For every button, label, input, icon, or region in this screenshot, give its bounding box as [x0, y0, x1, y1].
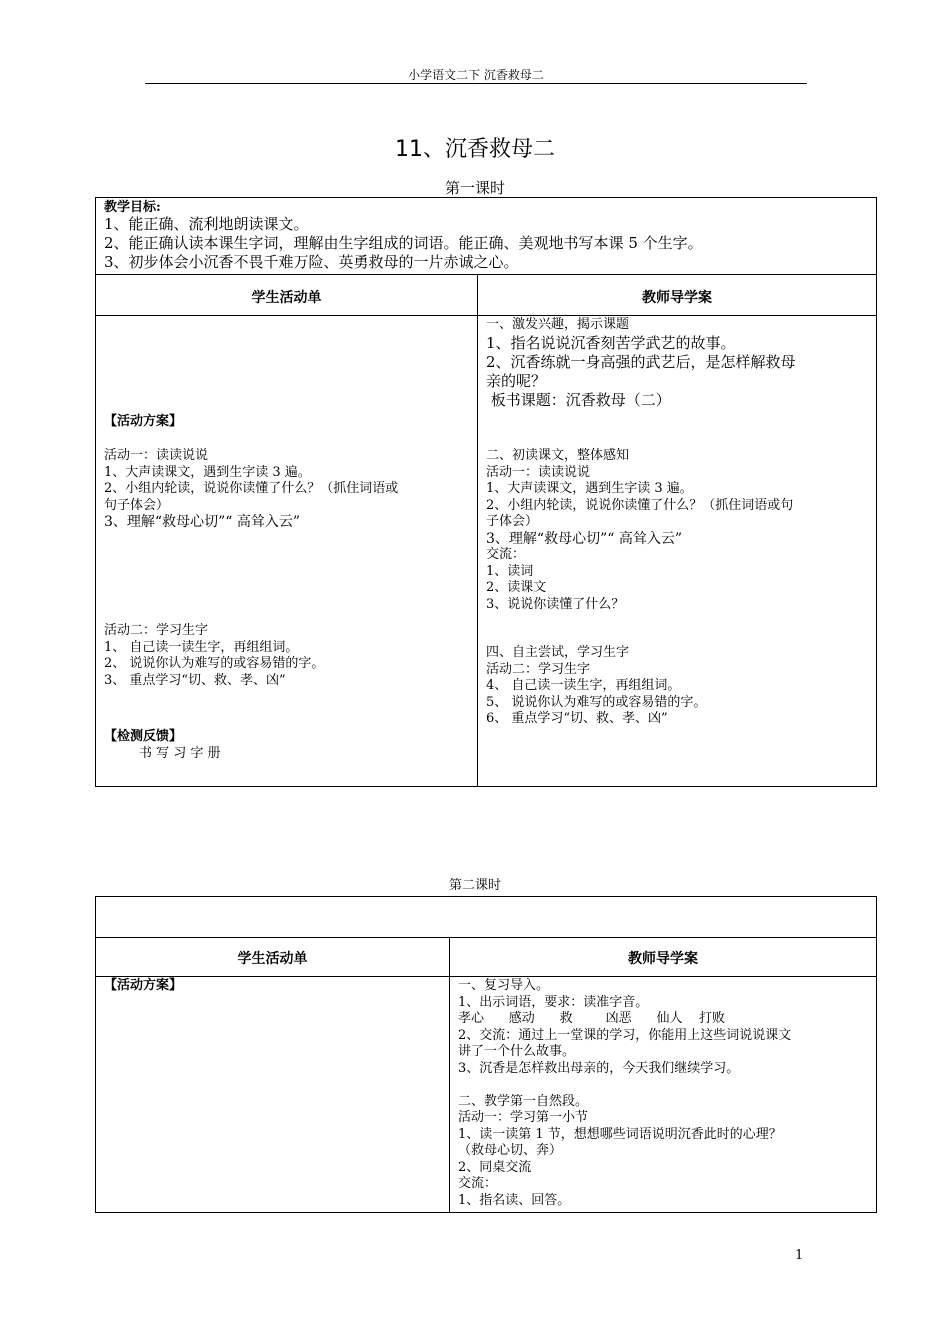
section2-line: 活动一：读读说说 — [486, 464, 591, 480]
lesson2-col-teacher: 教师导学案 — [628, 951, 698, 967]
lesson2-teacher-content — [458, 978, 791, 1209]
student-activity2 — [104, 623, 324, 689]
lesson2-line: 交流： — [458, 1176, 498, 1191]
section4-line: 6、 重点学习“切、救、孝、凶” — [486, 711, 668, 726]
section2-line: 交流： — [486, 547, 526, 562]
lesson2-goals-cell — [95, 896, 877, 938]
goal-item: 2、能正确认读本课生字词，理解由生字组成的词语。能正确、美观地书写本课 5 个生字。 — [104, 234, 703, 252]
lesson2-line: 一、复习导入。 — [458, 978, 550, 993]
page-number: 1 — [795, 1248, 804, 1263]
activity1-line: 1、大声读课文，遇到生字读 3 遍。 — [104, 464, 311, 480]
section2-line: 子体会） — [486, 514, 539, 529]
section2-line: 3、说说你读懂了什么？ — [486, 596, 625, 612]
section2-line: 3、理解“救母心切”“ 高耸入云” — [486, 530, 682, 547]
section4-line: 活动二：学习生字 — [486, 661, 591, 677]
section4-line: 4、 自己读一读生字，再组组词。 — [486, 678, 681, 693]
teacher-section4 — [486, 645, 706, 728]
activity1-line: 2、小组内轮读，说说你读懂了什么？（抓住词语或 — [104, 481, 399, 496]
lesson2-line: 1、读一读第 1 节，想想哪些词语说明沉香此时的心理？ — [458, 1126, 782, 1142]
section1-line: 亲的呢？ — [486, 371, 547, 390]
activity2-title: 活动二：学习生字 — [104, 623, 209, 638]
lesson2-line: 2、交流：通过上一堂课的学习，你能用上这些词说说课文 — [458, 1027, 792, 1043]
activity2-line: 2、 说说你认为难写的或容易错的字。 — [104, 656, 325, 671]
lesson2-line: 二、教学第一自然段。 — [458, 1093, 589, 1109]
section4-line: 5、 说说你认为难写的或容易错的字。 — [486, 694, 707, 710]
feedback-text: 书 写 习 字 册 — [139, 746, 221, 761]
activity2-line: 3、 重点学习“切、救、孝、凶” — [104, 672, 286, 688]
goal-item: 3、初步体会小沉香不畏千难万险、英勇救母的一片赤诚之心。 — [104, 253, 519, 271]
lesson2-line — [458, 1077, 791, 1094]
lesson2-subtitle: 第二课时 — [448, 878, 501, 893]
goals-heading: 教学目标: — [104, 200, 161, 215]
lesson1-col-teacher: 教师导学案 — [642, 290, 712, 306]
lesson2-col-student: 学生活动单 — [237, 951, 308, 967]
section1-line: 1、指名说说沉香刻苦学武艺的故事。 — [486, 333, 736, 352]
section2-line: 2、小组内轮读，说说你读懂了什么？（抓住词语或句 — [486, 497, 794, 513]
activity2-line: 1、 自己读一读生字，再组组词。 — [104, 639, 299, 655]
section2-line: 2、读课文 — [486, 580, 547, 595]
activity1-line: 3、理解“救母心切”“ 高耸入云” — [104, 514, 300, 530]
lesson2-line: 1、出示词语，要求：读准字音。 — [458, 994, 649, 1010]
lesson1-subtitle: 第一课时 — [444, 179, 505, 197]
student-activity1 — [104, 448, 398, 531]
section1-line: 板书课题：沉香救母（二） — [486, 390, 671, 409]
goal-item: 1、能正确、流利地朗读课文。 — [104, 215, 309, 233]
lesson2-line: 2、同桌交流 — [458, 1159, 532, 1175]
lesson2-line: 1、指名读、回答。 — [458, 1192, 571, 1208]
page-title: 11、沉香救母二 — [395, 137, 555, 162]
lesson1-goals — [104, 200, 703, 272]
lesson2-line: 活动一：学习第一小节 — [458, 1110, 589, 1125]
section2-line: 1、大声读课文，遇到生字读 3 遍。 — [486, 481, 693, 496]
lesson2-line: （救母心切、奔） — [458, 1143, 563, 1158]
teacher-section1 — [486, 317, 796, 410]
lesson2-line: 讲了一个什么故事。 — [458, 1044, 576, 1059]
section1-line: 2、沉香练就一身高强的武艺后，是怎样解救母 — [486, 352, 796, 371]
header-rule — [145, 83, 807, 84]
feedback-heading: 【检测反馈】 — [104, 729, 183, 744]
activity1-title: 活动一：读读说说 — [104, 448, 209, 463]
activity1-line: 句子体会） — [104, 497, 170, 513]
teacher-section2 — [486, 448, 793, 613]
lesson2-line: 孝心 感动 救 凶恶 仙人 打败 — [458, 1011, 725, 1026]
lesson1-body-left — [95, 315, 478, 787]
lesson2-plan-heading: 【活动方案】 — [104, 978, 183, 993]
section1-title: 一、激发兴趣，揭示课题 — [486, 317, 630, 332]
section4-title: 四、自主尝试，学习生字 — [486, 645, 630, 660]
running-header: 小学语文二下 沉香救母二 — [408, 68, 544, 82]
student-plan-heading: 【活动方案】 — [104, 414, 183, 429]
lesson2-body-left — [95, 976, 450, 1213]
lesson2-line: 3、沉香是怎样救出母亲的，今天我们继续学习。 — [458, 1060, 740, 1076]
section2-title: 二、初读课文，整体感知 — [486, 448, 630, 463]
lesson1-col-student: 学生活动单 — [251, 290, 322, 306]
section2-line: 1、读词 — [486, 563, 534, 579]
